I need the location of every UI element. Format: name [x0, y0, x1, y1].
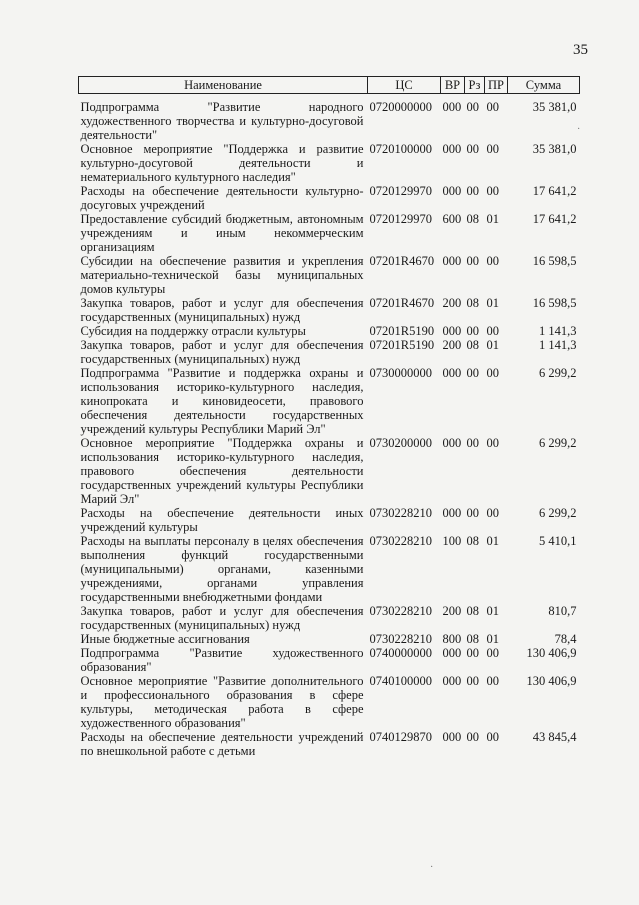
row-pr: 00 — [486, 436, 499, 450]
row-sum: 43 845,4 — [532, 730, 577, 744]
table-row — [79, 506, 580, 534]
row-rz: 00 — [466, 100, 479, 114]
row-name: Подпрограмма "Развитие народного художественного творчества и культурно-досуговой деятельности" — [80, 100, 364, 142]
row-vr: 000 — [442, 674, 462, 688]
row-cs: 0730000000 — [369, 366, 432, 380]
row-pr: 01 — [486, 534, 499, 548]
row-vr: 000 — [442, 254, 462, 268]
row-cs: 0730200000 — [369, 436, 432, 450]
row-cs: 0740100000 — [369, 674, 432, 688]
row-pr: 01 — [486, 296, 499, 310]
row-vr: 000 — [442, 100, 462, 114]
row-name: Расходы на выплаты персоналу в целях обеспечения выполнения функций государственными (муниципальными) органами, казенными учреждениями, органами управления государственными внебюджетными фондами — [80, 534, 364, 604]
row-pr: 01 — [486, 604, 499, 618]
row-cs: 0730228210 — [369, 534, 432, 548]
row-cs: 07201R5190 — [369, 338, 435, 352]
row-name: Расходы на обеспечение деятельности культурно-досуговых учреждений — [80, 184, 364, 212]
row-sum: 6 299,2 — [539, 366, 577, 380]
row-sum: 6 299,2 — [539, 506, 577, 520]
table-row — [79, 212, 580, 254]
row-sum: 810,7 — [548, 604, 577, 618]
row-name: Закупка товаров, работ и услуг для обеспечения государственных (муниципальных) нужд — [80, 604, 364, 632]
row-pr: 00 — [486, 184, 499, 198]
row-sum: 17 641,2 — [532, 212, 577, 226]
row-rz: 08 — [466, 296, 479, 310]
row-rz: 00 — [466, 184, 479, 198]
row-sum: 17 641,2 — [532, 184, 577, 198]
row-sum: 78,4 — [554, 632, 577, 646]
row-sum: 1 141,3 — [539, 324, 577, 338]
row-cs: 0740129870 — [369, 730, 432, 744]
row-vr: 200 — [442, 604, 462, 618]
scan-speck: · — [430, 862, 434, 873]
table-row — [79, 534, 580, 604]
row-sum: 1 141,3 — [539, 338, 577, 352]
row-name: Основное мероприятие "Развитие дополнительного и профессионального образования в сфере культуры, методическая работа в сфере художественного образования" — [80, 674, 364, 730]
header-cs: ЦС — [368, 77, 441, 94]
header-pr: ПР — [485, 77, 508, 94]
table-row — [79, 296, 580, 324]
row-name: Предоставление субсидий бюджетным, автономным учреждениям и иным некоммерческим организациям — [80, 212, 364, 254]
row-name: Основное мероприятие "Поддержка и развитие культурно-досуговой деятельности и нематериального культурного наследия" — [80, 142, 364, 184]
page-number: 35 — [573, 42, 588, 58]
header-rz: Рз — [465, 77, 485, 94]
row-rz: 00 — [466, 730, 479, 744]
row-vr: 600 — [442, 212, 462, 226]
row-sum: 5 410,1 — [539, 534, 577, 548]
row-name: Закупка товаров, работ и услуг для обеспечения государственных (муниципальных) нужд — [80, 296, 364, 324]
table-header — [79, 77, 580, 94]
row-sum: 35 381,0 — [532, 142, 577, 156]
row-name: Расходы на обеспечение деятельности иных учреждений культуры — [80, 506, 364, 534]
row-cs: 0720000000 — [369, 100, 432, 114]
row-pr: 01 — [486, 212, 499, 226]
table-row — [79, 142, 580, 184]
row-cs: 07201R4670 — [369, 296, 435, 310]
row-rz: 00 — [466, 254, 479, 268]
row-vr: 200 — [442, 296, 462, 310]
row-rz: 00 — [466, 506, 479, 520]
table-row — [79, 436, 580, 506]
table-row — [79, 254, 580, 296]
row-rz: 00 — [466, 324, 479, 338]
table-row — [79, 730, 580, 758]
row-pr: 00 — [486, 366, 499, 380]
row-rz: 08 — [466, 338, 479, 352]
row-sum: 130 406,9 — [526, 646, 577, 660]
row-vr: 800 — [442, 632, 462, 646]
row-pr: 00 — [486, 100, 499, 114]
row-vr: 000 — [442, 142, 462, 156]
row-rz: 00 — [466, 142, 479, 156]
row-vr: 000 — [442, 646, 462, 660]
table-row — [79, 632, 580, 646]
budget-table — [78, 76, 580, 758]
row-cs: 0740000000 — [369, 646, 432, 660]
row-sum: 130 406,9 — [526, 674, 577, 688]
row-sum: 6 299,2 — [539, 436, 577, 450]
table-row — [79, 646, 580, 674]
table-row — [79, 94, 580, 143]
table-row — [79, 184, 580, 212]
row-cs: 0730228210 — [369, 506, 432, 520]
row-name: Субсидии на обеспечение развития и укрепления материально-технической базы муниципальных домов культуры — [80, 254, 364, 296]
row-rz: 00 — [466, 366, 479, 380]
row-pr: 01 — [486, 338, 499, 352]
row-name: Расходы на обеспечение деятельности учреждений по внешкольной работе с детьми — [80, 730, 364, 758]
row-name: Субсидия на поддержку отрасли культуры — [80, 324, 306, 338]
scan-speck: · — [577, 124, 581, 135]
row-vr: 000 — [442, 324, 462, 338]
table-row — [79, 604, 580, 632]
row-rz: 08 — [466, 632, 479, 646]
row-vr: 000 — [442, 730, 462, 744]
row-name: Иные бюджетные ассигнования — [80, 632, 250, 646]
row-pr: 01 — [486, 632, 499, 646]
row-vr: 000 — [442, 436, 462, 450]
row-pr: 00 — [486, 254, 499, 268]
row-vr: 000 — [442, 366, 462, 380]
row-rz: 08 — [466, 212, 479, 226]
row-cs: 0720129970 — [369, 184, 432, 198]
row-pr: 00 — [486, 506, 499, 520]
row-pr: 00 — [486, 142, 499, 156]
row-cs: 0720129970 — [369, 212, 432, 226]
table-row — [79, 674, 580, 730]
row-cs: 07201R5190 — [369, 324, 435, 338]
row-pr: 00 — [486, 730, 499, 744]
row-name: Закупка товаров, работ и услуг для обеспечения государственных (муниципальных) нужд — [80, 338, 364, 366]
row-rz: 00 — [466, 646, 479, 660]
row-name: Основное мероприятие "Поддержка охраны и использования историко-культурного наследия, правового обеспечения деятельности государственных учреждений культуры Республики Марий Эл" — [80, 436, 364, 506]
row-cs: 0720100000 — [369, 142, 432, 156]
row-rz: 00 — [466, 674, 479, 688]
row-cs: 07201R4670 — [369, 254, 435, 268]
row-vr: 100 — [442, 534, 462, 548]
row-vr: 000 — [442, 184, 462, 198]
row-vr: 200 — [442, 338, 462, 352]
row-vr: 000 — [442, 506, 462, 520]
table-row — [79, 338, 580, 366]
row-pr: 00 — [486, 646, 499, 660]
row-rz: 08 — [466, 604, 479, 618]
row-sum: 16 598,5 — [532, 254, 577, 268]
header-name: Наименование — [79, 77, 368, 94]
row-sum: 35 381,0 — [532, 100, 577, 114]
row-rz: 08 — [466, 534, 479, 548]
header-vr: ВР — [441, 77, 465, 94]
row-name: Подпрограмма "Развитие и поддержка охраны и использования историко-культурного наследия, кинопроката и киновидеосети, правового обеспечения деятельности государственных учреждений культуры Республики Марий Эл" — [80, 366, 364, 436]
row-cs: 0730228210 — [369, 604, 432, 618]
table-row — [79, 366, 580, 436]
table-row — [79, 324, 580, 338]
table-body — [79, 94, 580, 759]
row-name: Подпрограмма "Развитие художественного образования" — [80, 646, 364, 674]
row-cs: 0730228210 — [369, 632, 432, 646]
row-pr: 00 — [486, 674, 499, 688]
header-sum: Сумма — [508, 77, 580, 94]
row-rz: 00 — [466, 436, 479, 450]
row-pr: 00 — [486, 324, 499, 338]
row-sum: 16 598,5 — [532, 296, 577, 310]
